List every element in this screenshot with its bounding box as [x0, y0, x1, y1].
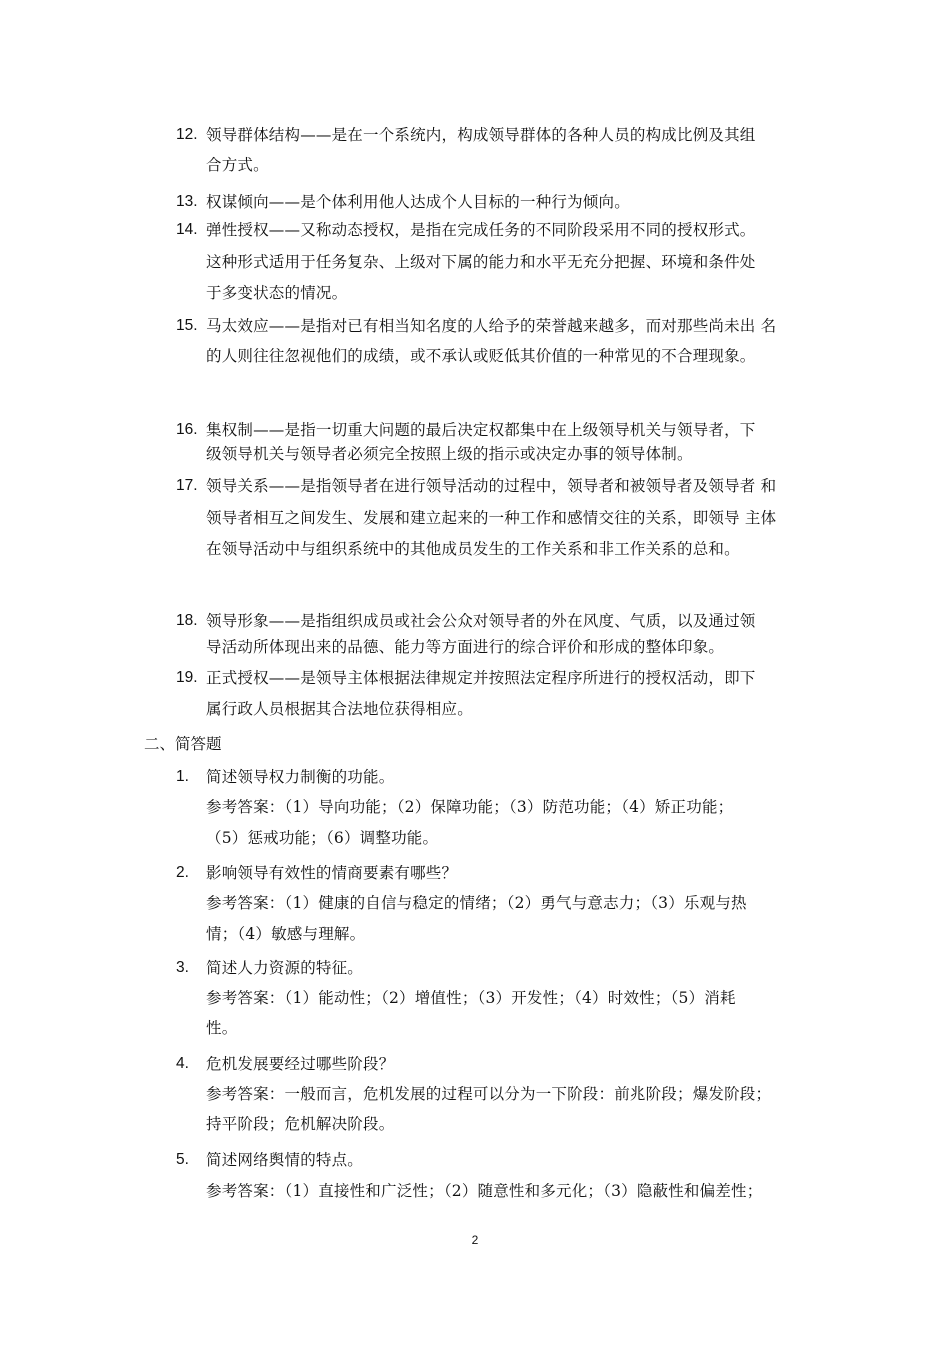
definition-line: 领导形象——是指组织成员或社会公众对领导者的外在风度、气质，以及通过领 — [206, 612, 756, 630]
answer-line: 情；（4）敏感与理解。 — [206, 925, 366, 943]
definition-line: 马太效应——是指对已有相当知名度的人给予的荣誉越来越多，而对那些尚未出 名 — [206, 317, 777, 335]
item-number: 13. — [176, 193, 198, 210]
definition-line: 级领导机关与领导者必须完全按照上级的指示或决定办事的领导体制。 — [206, 445, 693, 463]
definition-line: 于多变状态的情况。 — [206, 284, 348, 302]
question-number: 2. — [176, 864, 189, 881]
item-number: 14. — [176, 221, 198, 238]
definition-line: 这种形式适用于任务复杂、上级对下属的能力和水平无充分把握、环境和条件处 — [206, 253, 756, 271]
question-text: 危机发展要经过哪些阶段？ — [206, 1055, 395, 1073]
definition-line: 导活动所体现出来的品德、能力等方面进行的综合评价和形成的整体印象。 — [206, 638, 725, 656]
answer-line: 参考答案：（1）健康的自信与稳定的情绪；（2）勇气与意志力；（3）乐观与热 — [206, 894, 747, 912]
item-number: 12. — [176, 126, 198, 143]
definition-line: 属行政人员根据其合法地位获得相应。 — [206, 700, 473, 718]
question-number: 3. — [176, 959, 189, 976]
question-number: 4. — [176, 1055, 189, 1072]
question-text: 简述人力资源的特征。 — [206, 959, 364, 977]
definition-line: 弹性授权——又称动态授权，是指在完成任务的不同阶段采用不同的授权形式。 — [206, 221, 756, 239]
item-number: 17. — [176, 477, 198, 494]
definition-line: 领导群体结构——是在一个系统内，构成领导群体的各种人员的构成比例及其组 — [206, 126, 756, 144]
answer-line: 参考答案：一般而言，危机发展的过程可以分为一下阶段：前兆阶段；爆发阶段； — [206, 1085, 772, 1103]
answer-line: 参考答案：（1）能动性；（2）增值性；（3）开发性；（4）时效性；（5）消耗 — [206, 989, 736, 1007]
question-text: 简述领导权力制衡的功能。 — [206, 768, 395, 786]
answer-line: 持平阶段；危机解决阶段。 — [206, 1115, 395, 1133]
question-number: 1. — [176, 768, 189, 785]
answer-line: 性。 — [206, 1019, 238, 1037]
definition-line: 合方式。 — [206, 156, 269, 174]
page-number: 2 — [471, 1233, 479, 1247]
definition-line: 领导关系——是指领导者在进行领导活动的过程中，领导者和被领导者及领导者 和 — [206, 477, 777, 495]
question-text: 简述网络舆情的特点。 — [206, 1151, 364, 1169]
answer-line: 参考答案：（1）直接性和广泛性；（2）随意性和多元化；（3）隐蔽性和偏差性； — [206, 1182, 763, 1200]
answer-line: 参考答案：（1）导向功能；（2）保障功能；（3）防范功能；（4）矫正功能； — [206, 798, 734, 816]
definition-line: 正式授权——是领导主体根据法律规定并按照法定程序所进行的授权活动，即下 — [206, 669, 756, 687]
definition-line: 的人则往往忽视他们的成绩，或不承认或贬低其价值的一种常见的不合理现象。 — [206, 347, 756, 365]
definition-line: 权谋倾向——是个体利用他人达成个人目标的一种行为倾向。 — [206, 193, 630, 211]
item-number: 16. — [176, 421, 198, 438]
item-number: 19. — [176, 669, 198, 686]
definition-line: 在领导活动中与组织系统中的其他成员发生的工作关系和非工作关系的总和。 — [206, 540, 740, 558]
question-number: 5. — [176, 1151, 189, 1168]
question-text: 影响领导有效性的情商要素有哪些？ — [206, 864, 458, 882]
section-title: 二、简答题 — [144, 735, 222, 753]
item-number: 15. — [176, 317, 198, 334]
item-number: 18. — [176, 612, 198, 629]
definition-line: 领导者相互之间发生、发展和建立起来的一种工作和感情交往的关系，即领导 主体 — [206, 509, 777, 527]
answer-line: （5）惩戒功能；（6）调整功能。 — [206, 829, 439, 847]
definition-line: 集权制——是指一切重大问题的最后决定权都集中在上级领导机关与领导者，下 — [206, 421, 756, 439]
